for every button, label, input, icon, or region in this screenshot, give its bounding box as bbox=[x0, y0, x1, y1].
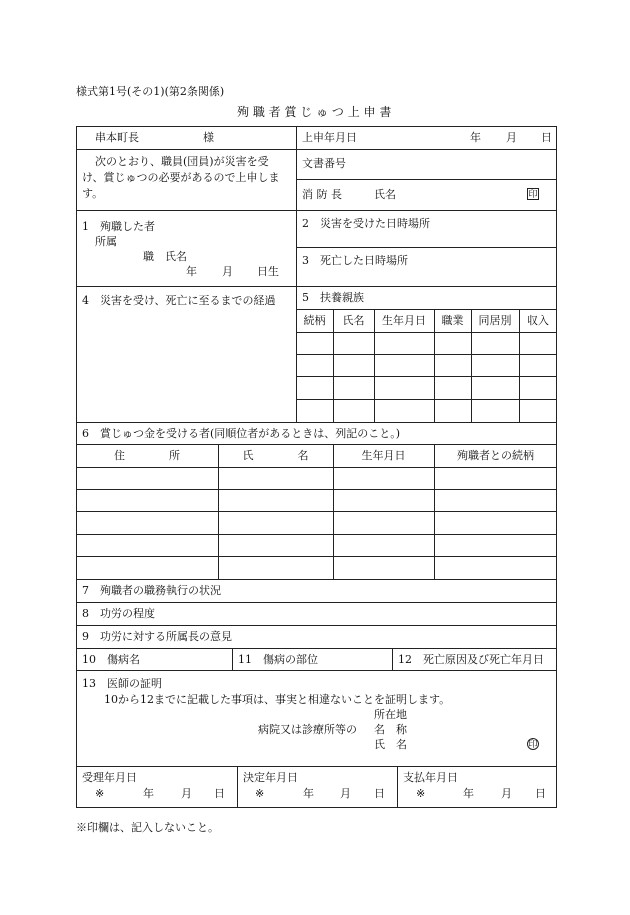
decided-day: 日 bbox=[374, 787, 385, 800]
item12-label: 12 死亡原因及び死亡年月日 bbox=[398, 653, 544, 666]
doctor-statement: 10から12までに記載した事項は、事実と相違ないことを証明します。 bbox=[104, 693, 451, 706]
birth-year-label: 年 bbox=[186, 265, 197, 278]
item4-label: 4 災害を受け、死亡に至るまでの経過 bbox=[82, 294, 276, 307]
dependent-col-income: 収入 bbox=[527, 314, 549, 327]
received-day: 日 bbox=[214, 787, 225, 800]
chief-name-label: 氏名 bbox=[374, 188, 396, 201]
decided-month: 月 bbox=[340, 787, 351, 800]
birth-month-label: 月 bbox=[222, 265, 233, 278]
dependent-col-name: 氏名 bbox=[342, 314, 365, 327]
form-title: 殉 職 者 賞 じ ゅ つ 上 申 書 bbox=[237, 105, 392, 119]
decided-mark: ※ bbox=[255, 787, 265, 800]
seal-mark: 印 bbox=[528, 190, 538, 200]
position-name-label: 職 氏名 bbox=[143, 250, 187, 263]
item7-label: 7 殉職者の職務執行の状況 bbox=[82, 584, 221, 597]
doctor-location-label: 所在地 bbox=[374, 708, 407, 721]
form-number: 様式第1号(その1)(第2条関係) bbox=[76, 85, 225, 98]
recipient-col-birthdate: 生年月日 bbox=[361, 449, 406, 462]
received-date-label: 受理年月日 bbox=[82, 771, 137, 784]
doctor-heading: 13 医師の証明 bbox=[82, 677, 162, 690]
submission-month-label: 月 bbox=[506, 131, 517, 144]
recipient-col-address: 住 所 bbox=[114, 449, 180, 462]
affiliation-label: 所属 bbox=[95, 235, 117, 248]
doctor-facility-prefix: 病院又は診療所等の bbox=[258, 723, 357, 736]
birth-suffix-label: 日生 bbox=[257, 265, 279, 278]
address-body-line3: す。 bbox=[82, 187, 104, 200]
received-year: 年 bbox=[143, 787, 154, 800]
item3-label: 3 死亡した日時場所 bbox=[302, 254, 408, 267]
recipient-col-name: 氏 名 bbox=[242, 449, 309, 462]
mayor-label: 串本町長 bbox=[95, 131, 139, 144]
doctor-seal-mark: 印 bbox=[528, 740, 538, 750]
item2-label: 2 災害を受けた日時場所 bbox=[302, 217, 430, 230]
dependent-col-relation: 続柄 bbox=[303, 314, 326, 327]
address-body-line1: 次のとおり、職員(団員)が災害を受 bbox=[95, 155, 269, 168]
sama-label: 様 bbox=[203, 131, 214, 144]
dependent-col-birthdate: 生年月日 bbox=[382, 314, 426, 327]
paid-month: 月 bbox=[501, 787, 512, 800]
item8-label: 8 功労の程度 bbox=[82, 607, 155, 620]
document-number-label: 文書番号 bbox=[302, 157, 346, 170]
item11-label: 11 傷病の部位 bbox=[238, 653, 318, 666]
address-body-line2: け、賞じゅつの必要があるので上申しま bbox=[82, 171, 280, 184]
doctor-name-label: 氏 名 bbox=[374, 738, 407, 751]
paid-year: 年 bbox=[463, 787, 474, 800]
item10-label: 10 傷病名 bbox=[82, 653, 140, 666]
decided-year: 年 bbox=[303, 787, 314, 800]
decided-date-label: 決定年月日 bbox=[243, 771, 298, 784]
doctor-facility-name-label: 名 称 bbox=[374, 723, 407, 736]
recipient-col-relation: 殉職者との続柄 bbox=[457, 449, 534, 462]
recipients-heading: 6 賞じゅつ金を受ける者(同順位者があるときは、列記のこと。) bbox=[82, 427, 401, 440]
dependent-col-cohabitation: 同居別 bbox=[478, 314, 512, 327]
footnote: ※印欄は、記入しないこと。 bbox=[76, 821, 219, 834]
paid-mark: ※ bbox=[416, 787, 426, 800]
dependent-col-occupation: 職業 bbox=[441, 314, 464, 327]
paid-day: 日 bbox=[535, 787, 546, 800]
submission-date-label: 上申年月日 bbox=[302, 131, 357, 144]
dependents-heading: 5 扶養親族 bbox=[302, 291, 364, 304]
paid-date-label: 支払年月日 bbox=[403, 771, 458, 784]
fire-chief-label: 消 防 長 bbox=[302, 188, 342, 201]
received-month: 月 bbox=[181, 787, 192, 800]
received-mark: ※ bbox=[95, 787, 105, 800]
deceased-heading: 1 殉職した者 bbox=[82, 220, 155, 233]
item9-label: 9 功労に対する所属長の意見 bbox=[82, 630, 232, 643]
submission-year-label: 年 bbox=[470, 131, 481, 144]
submission-day-label: 日 bbox=[541, 131, 552, 144]
